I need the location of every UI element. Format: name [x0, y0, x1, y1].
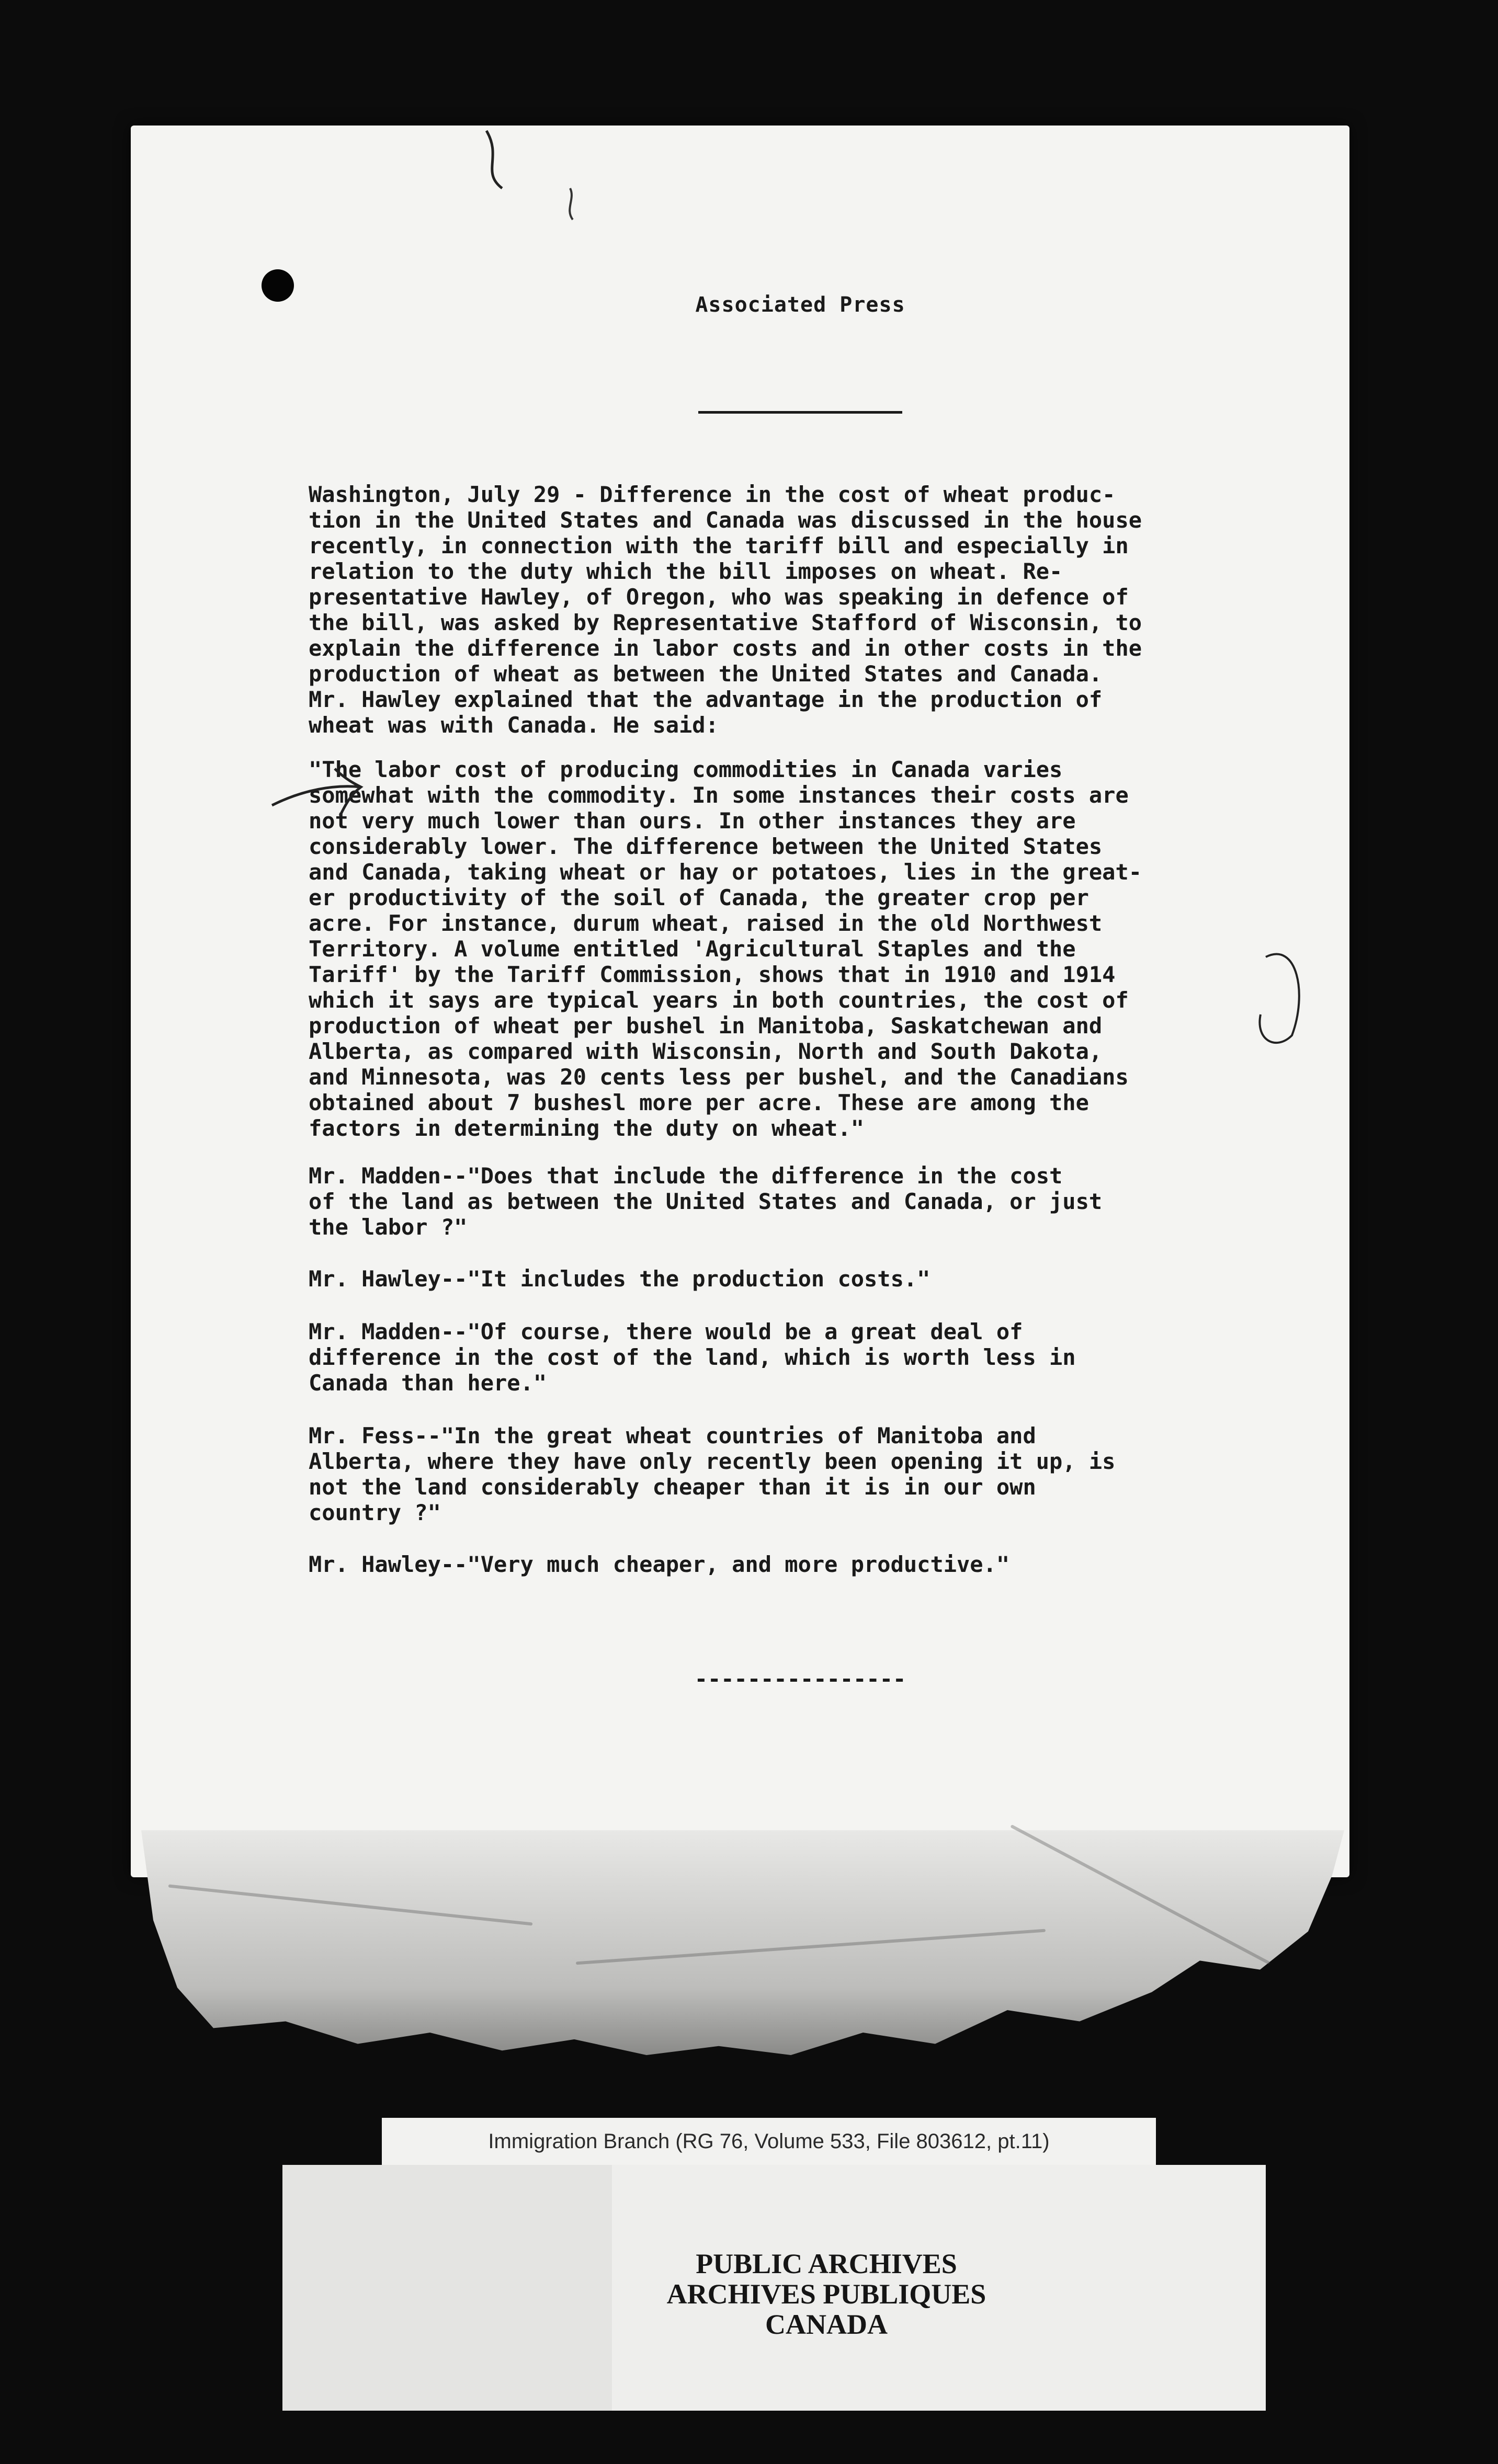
archive-stamp	[622, 2249, 1030, 2340]
typed-letter	[309, 293, 1292, 1692]
paragraph-fess-question: Mr. Fess--"In the great wheat countries of Manitoba and Alberta, where they have only recently been opening it up, is not the land considerably cheaper than it is in our own country ?"	[309, 1423, 1116, 1525]
paragraph-madden-question: Mr. Madden--"Does that include the difference in the cost of the land as between the United States and Canada, or just the labor ?"	[309, 1163, 1103, 1240]
header-rule	[698, 411, 902, 414]
paragraph-hawley-answer: Mr. Hawley--"It includes the production costs."	[309, 1266, 930, 1292]
archive-stamp-area	[282, 2165, 1266, 2411]
closing-dashes: ----------------	[694, 1666, 906, 1692]
document-header: Associated Press	[695, 293, 905, 317]
torn-page-bottom	[141, 1830, 1344, 2055]
paragraph-hawley-reply: Mr. Hawley--"Very much cheaper, and more productive."	[309, 1552, 1010, 1577]
archive-reference-label: Immigration Branch (RG 76, Volume 533, File 803612, pt.11)	[382, 2118, 1156, 2165]
stamp-line-english: PUBLIC ARCHIVES	[696, 2248, 957, 2279]
paragraph-hawley-quote: "The labor cost of producing commodities in Canada varies somewhat with the commodity. In some instances their costs are not very much lower than ours. In other instances they are considerably lower. The difference between the United States and Canada, taking wheat or hay or potatoes, lies in the great- er productivity of the soil of Canada, the greater crop per acre. For instance, durum wheat, raised in the old Northwest Territory. A volume entitled 'Agricultural Staples and the Tariff' by the Tariff Commission, shows that in 1910 and 1914 which it says are typical years in both countries, the cost of production of wheat per bushel in Manitoba, Saskatchewan and Alberta, as compared with Wisconsin, North and South Dakota, and Minnesota, was 20 cents less per bushel, and the Canadians obtained about 7 bushesl more per acre. These are among the factors in determining the duty on wheat."	[309, 757, 1142, 1141]
stamp-line-country: CANADA	[765, 2309, 888, 2340]
stamp-line-french: ARCHIVES PUBLIQUES	[666, 2278, 986, 2310]
punch-hole	[262, 269, 294, 302]
stamp-paper-left	[282, 2165, 612, 2411]
paragraph-madden-remark: Mr. Madden--"Of course, there would be a great deal of difference in the cost of the land, which is worth less in Canada than here."	[309, 1319, 1076, 1396]
paragraph-intro: Washington, July 29 - Difference in the cost of wheat produc- tion in the United States and Canada was discussed in the house recently, in connection with the tariff bill and especially in relation to the duty which the bill imposes on wheat. Re- presentative Hawley, of Oregon, who was speaking in defence of the bill, was asked by Representative Stafford of Wisconsin, to explain the difference in labor costs and in other costs in the production of wheat as between the United States and Canada. Mr. Hawley explained that the advantage in the production of wheat was with Canada. He said:	[309, 482, 1142, 738]
